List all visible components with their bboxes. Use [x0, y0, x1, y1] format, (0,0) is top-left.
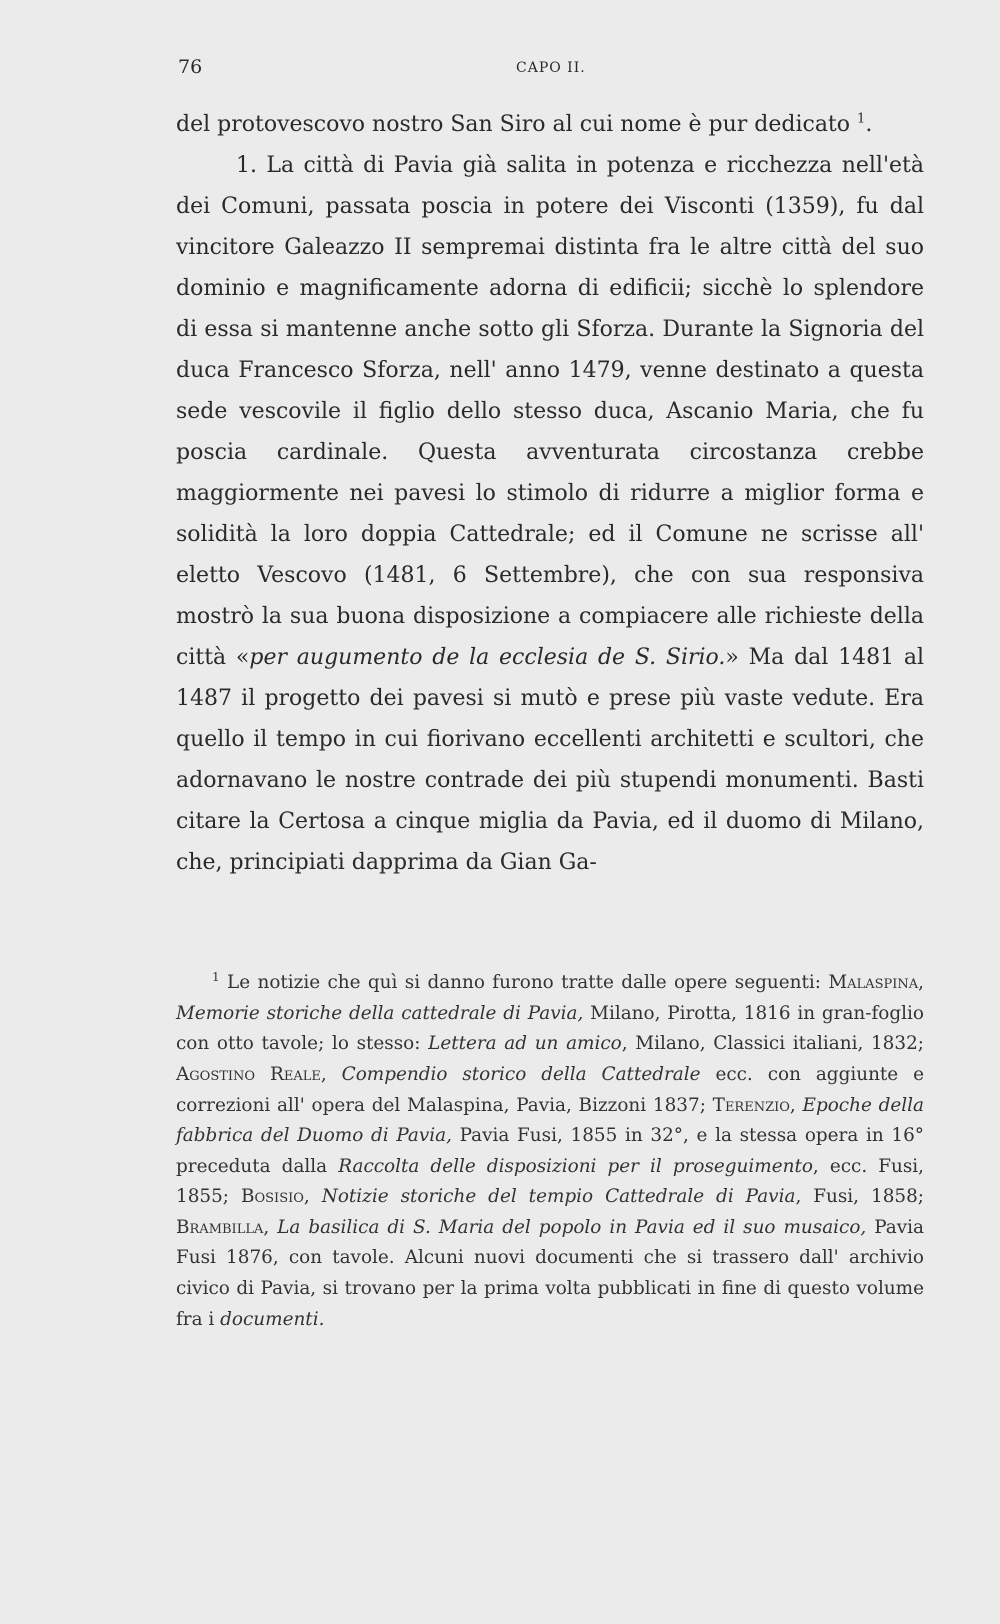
main-text: [176, 104, 924, 883]
paragraph-section-1: [176, 145, 924, 883]
footnote-span: , Fusi, 1858;: [795, 1186, 924, 1208]
paragraph-text: » Ma dal 1481 al 1487 il progetto dei pavesi si mutò e prese più vaste vedute. Era quello il tempo in cui fiorivano eccellenti architetti e scultori, che adornavano le nostre contrade dei più stupendi monumenti. Basti citare la Certosa a cinque miglia da Pavia, ed il duomo di Milano, che, principiati dapprima da Gian Ga-: [176, 645, 924, 875]
work-title: documenti.: [220, 1308, 325, 1330]
footnote-text: $^1$ Le notizie che quì si danno furono tratte dalle opere seguenti: Malaspina, Memorie storiche della cattedrale di Pavia, Milano, Pirotta, 1816 in gran-foglio con otto tavole; lo stesso: Lettera ad un amico, Milano, Classici italiani, 1832; Agostino Reale, Compendio storico della Cattedrale ecc. con aggiunte e correzioni all' opera del Malaspina, Pavia, Bizzoni 1837; Terenzio, Epoche della fabbrica del Duomo di Pavia, Pavia Fusi, 1855 in 32°, e la stessa opera in 16° preceduta dalla Raccolta delle disposizioni per il proseguimento, ecc. Fusi, 1855; Bosisio, Notizie storiche del tempio Cattedrale di Pavia, Fusi, 1858; Brambilla, La basilica di S. Maria del popolo in Pavia ed il suo musaico, Pavia Fusi 1876, con tavole. Alcuni nuovi documenti che si trassero dall' archivio civico di Pavia, si trovano per la prima volta pubblicati in fine di questo volume fra i documenti.: [176, 970, 924, 1330]
work-title: Epoche della fabbrica del Duomo di Pavia,: [176, 1094, 924, 1147]
footnote-span: Le notizie che quì si danno furono tratte dalle opere seguenti:: [227, 972, 821, 994]
work-title: La basilica di S. Maria del popolo in Pavia ed il suo musaico,: [277, 1216, 867, 1238]
author-name: Bosisio: [240, 1186, 304, 1208]
footnote-span: Pavia Fusi 1876, con tavole. Alcuni nuovi documenti che si trassero dall' archivio civico di Pavia, si trovano per la prima volta pubblicati in fine di questo volume fra i: [176, 1216, 924, 1330]
paragraph-text: del protovescovo nostro San Siro al cui nome è pur dedicato: [176, 112, 851, 137]
work-title: Raccolta delle disposizioni per il proseguimento: [338, 1155, 813, 1177]
work-title: Notizie storiche del tempio Cattedrale di Pavia: [321, 1186, 796, 1208]
footnote: [176, 962, 924, 1335]
chapter-title: CAPO II.: [516, 60, 586, 76]
author-name: Terenzio: [712, 1094, 790, 1116]
author-name: Agostino Reale: [176, 1063, 321, 1085]
author-name: Malaspina: [828, 972, 919, 994]
footnote-span: , ecc. Fusi, 1855;: [176, 1155, 924, 1208]
footnote-span: ecc. con aggiunte e correzioni all' opera del Malaspina, Pavia, Bizzoni 1837;: [176, 1063, 924, 1116]
paragraph-continuation: del protovescovo nostro San Siro al cui nome è pur dedicato $^1$.: [176, 111, 873, 137]
quoted-phrase: per augumento de la ecclesia de S. Sirio.: [249, 645, 726, 670]
section-number: 1.: [236, 153, 257, 178]
footnote-reference: 1: [857, 111, 866, 127]
work-title: Memorie storiche della cattedrale di Pavia,: [176, 1002, 584, 1024]
author-name: Brambilla: [176, 1216, 264, 1238]
work-title: Lettera ad un amico: [428, 1033, 622, 1055]
footnote-span: Milano, Pirotta, 1816 in gran-foglio con otto tavole; lo stesso:: [176, 1002, 924, 1055]
footnote-span: Pavia Fusi, 1855 in 32°, e la stessa opera in 16° preceduta dalla: [176, 1125, 924, 1177]
page-number: 76: [178, 56, 203, 78]
paragraph-text: La città di Pavia già salita in potenza e ricchezza nell'età dei Comuni, passata poscia in potere dei Visconti (1359), fu dal vincitore Galeazzo II sempremai distinta fra le altre città del suo dominio e magnificamente adorna di edificii; sicchè lo splendore di essa si mantenne anche sotto gli Sforza. Durante la Signoria del duca Francesco Sforza, nell' anno 1479, venne destinato a questa sede vescovile il figlio dello stesso duca, Ascanio Maria, che fu poscia cardinale. Questa avventurata circostanza crebbe maggiormente nei pavesi lo stimolo di ridurre a miglior forma e solidità la loro doppia Cattedrale; ed il Comune ne scrisse all' eletto Vescovo (1481, 6 Settembre), che con sua responsiva mostrò la sua buona disposizione a compiacere alle richieste della città «: [176, 153, 924, 670]
footnote-mark: 1: [212, 970, 220, 984]
footnote-span: , Milano, Classici italiani, 1832;: [621, 1033, 924, 1055]
work-title: Compendio storico della Cattedrale: [341, 1063, 701, 1085]
